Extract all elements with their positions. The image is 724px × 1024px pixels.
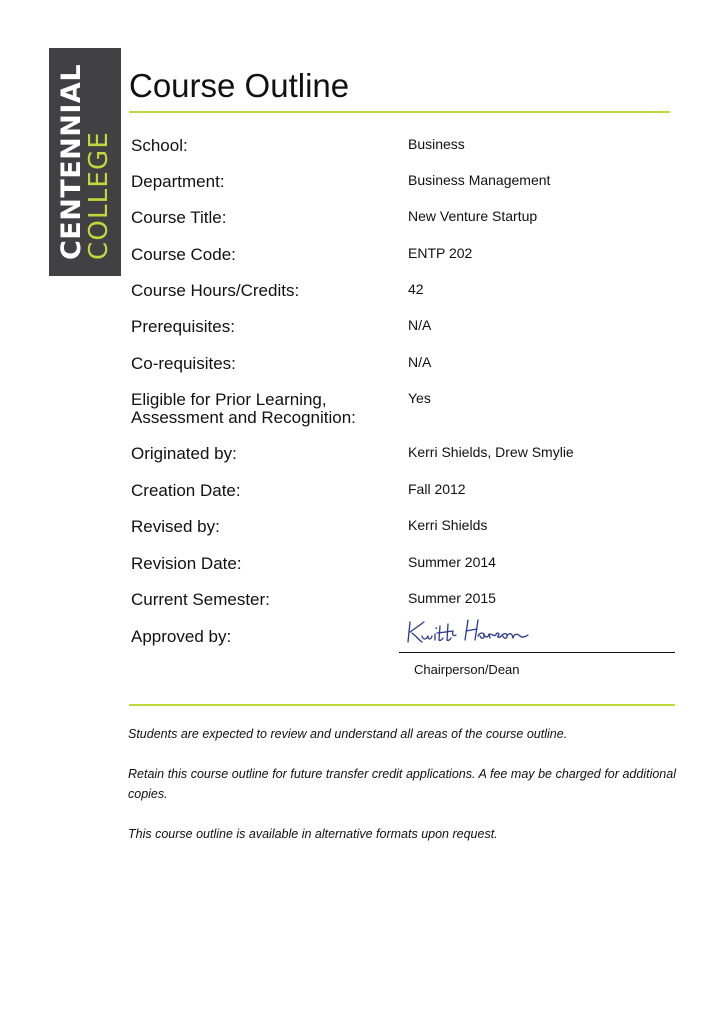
course-hours-label: Course Hours/Credits: (131, 281, 300, 300)
course-title-label: Course Title: (131, 208, 227, 227)
current-semester-value: Summer 2015 (408, 590, 496, 606)
school-value: Business (408, 136, 465, 152)
creation-date-value: Fall 2012 (408, 481, 466, 497)
originated-by-value: Kerri Shields, Drew Smylie (408, 444, 574, 460)
course-code-value: ENTP 202 (408, 245, 473, 261)
title-divider (129, 111, 670, 113)
department-label: Department: (131, 172, 225, 191)
signature-line (399, 652, 675, 653)
plar-label-line1: Eligible for Prior Learning, (131, 390, 327, 409)
note-alternative-formats: This course outline is available in alternative formats upon request. (128, 827, 498, 841)
course-hours-value: 42 (408, 281, 424, 297)
prerequisites-value: N/A (408, 317, 432, 333)
logo-college: COLLEGE (84, 131, 114, 261)
notes-divider (129, 704, 675, 706)
corequisites-value: N/A (408, 354, 432, 370)
originated-by-label: Originated by: (131, 444, 237, 463)
current-semester-label: Current Semester: (131, 590, 270, 609)
page-title: Course Outline (129, 67, 350, 104)
revised-by-label: Revised by: (131, 517, 220, 536)
course-title-value: New Venture Startup (408, 208, 538, 224)
revision-date-label: Revision Date: (131, 554, 242, 573)
approver-signature (404, 614, 534, 650)
plar-value: Yes (408, 390, 431, 406)
approved-by-label: Approved by: (131, 627, 232, 646)
course-code-label: Course Code: (131, 245, 236, 264)
logo-centennial: CENTENNIAL (56, 63, 87, 261)
creation-date-label: Creation Date: (131, 481, 241, 500)
department-value: Business Management (408, 172, 551, 188)
revision-date-value: Summer 2014 (408, 554, 496, 570)
signature-caption: Chairperson/Dean (414, 662, 520, 677)
college-logo-text (58, 64, 112, 260)
corequisites-label: Co-requisites: (131, 354, 236, 373)
note-review: Students are expected to review and understand all areas of the course outline. (128, 727, 568, 741)
revised-by-value: Kerri Shields (408, 517, 488, 533)
prerequisites-label: Prerequisites: (131, 317, 235, 336)
plar-label-line2: Assessment and Recognition: (131, 408, 356, 427)
school-label: School: (131, 136, 188, 155)
note-retain: Retain this course outline for future transfer credit applications. A fee may be charged for additional copies. (128, 767, 676, 801)
college-logo (49, 48, 121, 276)
